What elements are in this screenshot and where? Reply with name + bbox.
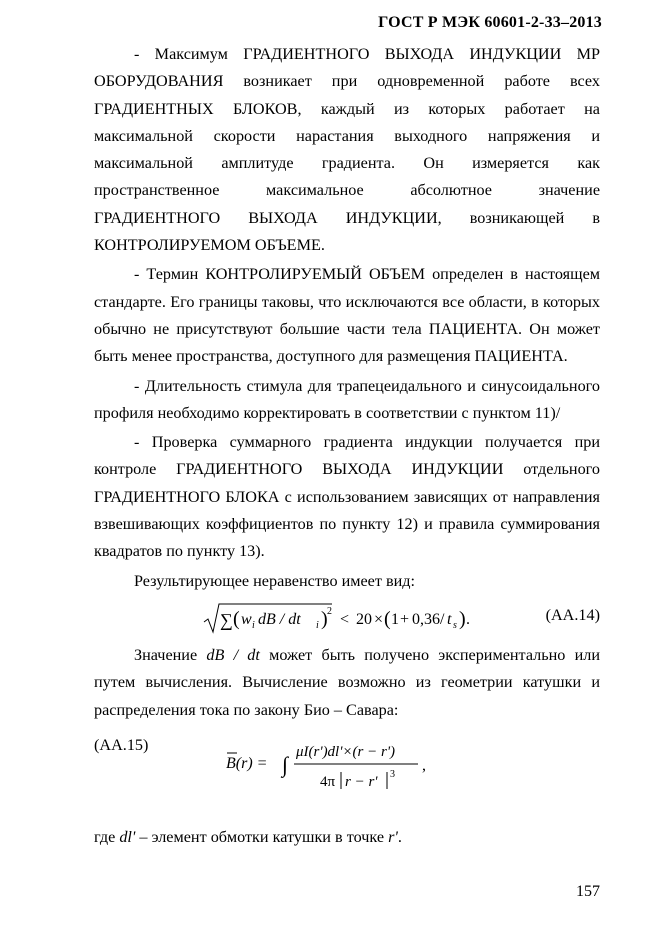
equation-aa14-svg	[202, 602, 472, 636]
equation-aa15-svg	[222, 732, 552, 796]
document-body	[94, 41, 600, 851]
paragraph-dbdt-post: может быть получено экспериментально или путем вычисления. Вычисление возможно из геометрии катушки и распределения тока по закону Био – Савара:	[94, 645, 600, 719]
paragraph-max-gradient: - Максимум ГРАДИЕНТНОГО ВЫХОДА ИНДУКЦИИ МР ОБОРУДОВАНИЯ возникает при одновременной работе всех ГРАДИЕНТНЫХ БЛОКОВ, каждый из которых работает на максимальной скорости нарастания выходного напряжения и максимальной амплитуде градиента. Он измеряется как пространственное максимальное абсолютное значение ГРАДИЕНТНОГО ВЫХОДА ИНДУКЦИИ, возникающей в КОНТРОЛИРУЕМОМ ОБЪЕМЕ.	[94, 45, 600, 255]
paragraph-dbdt	[94, 642, 600, 724]
dl-var: dl'	[119, 827, 136, 846]
dl-end: .	[397, 827, 402, 846]
r-var: r'	[388, 827, 398, 846]
page-number: 157	[576, 883, 600, 900]
slash: /	[440, 610, 445, 628]
close-paren-2: )	[459, 607, 466, 630]
paragraph-stimulus-duration: - Длительность стимула для трапецеидального и синусоидального профиля необходимо корректировать в соответствии с пунктом 11)/	[94, 376, 600, 422]
dl-mid: – элемент обмотки катушки в точке	[139, 827, 385, 846]
less-than: <	[340, 610, 350, 628]
biot-savart-lhs: B(r) =	[226, 754, 268, 772]
document-header: ГОСТ Р МЭК 60601-2-33–2013	[378, 14, 602, 31]
coefficient-036: 0,36	[412, 610, 440, 628]
dbdt-inline: dB / dt	[206, 645, 260, 664]
weight-symbol: w	[241, 610, 252, 628]
open-paren-2: (	[384, 607, 391, 630]
denominator-abs: r − r'	[345, 773, 378, 790]
equation-number-aa14: (AA.14)	[545, 605, 600, 624]
equation-aa14-formula	[202, 602, 472, 645]
paragraph-gradient-check: - Проверка суммарного градиента индукции получается при контроле ГРАДИЕНТНОГО ВЫХОДА ИНДУКЦИИ отдельного ГРАДИЕНТНОГО БЛОКА с использованием зависящих от направления взвешивающих коэффициентов по пункту 12) и правила суммирования квадратов по пункту 13).	[94, 433, 600, 561]
plus-sign: +	[400, 610, 410, 628]
denominator-4pi: 4π	[320, 773, 336, 790]
equation-number-aa15: (AA.15)	[94, 735, 149, 754]
t-symbol: t	[447, 610, 452, 628]
dbdt-symbol: dB / dt	[258, 610, 301, 628]
paragraph-controlled-volume: - Термин КОНТРОЛИРУЕМЫЙ ОБЪЕМ определен в настоящем стандарте. Его границы таковы, что исключаются все области, в которых обычно не присутствуют большие части тела ПАЦИЕНТА. Он может быть менее пространства, доступного для размещения ПАЦИЕНТА.	[94, 265, 600, 366]
open-paren: (	[233, 607, 240, 630]
sum-symbol: ∑	[220, 609, 233, 630]
equation-aa15	[94, 732, 600, 800]
dl-pre: где	[94, 827, 116, 846]
paragraph-dbdt-pre: Значение	[134, 645, 198, 664]
equation-comma: ,	[422, 756, 426, 774]
integral-symbol: ∫	[282, 751, 289, 777]
one: 1	[391, 610, 399, 628]
paragraph-dl-definition	[94, 824, 600, 851]
denominator-exponent: 3	[390, 768, 395, 780]
close-paren: )	[321, 607, 328, 630]
paragraph-inequality-intro: Результирующее неравенство имеет вид:	[134, 571, 416, 590]
dbdt-subscript: i	[316, 619, 319, 631]
equation-aa14	[94, 596, 600, 636]
weight-subscript: i	[252, 619, 255, 631]
numerator: μI(r')dl'×(r − r')	[296, 743, 396, 760]
times-sign: ×	[374, 610, 384, 628]
exponent: 2	[327, 605, 332, 617]
coefficient-20: 20	[356, 610, 372, 628]
t-subscript: s	[453, 619, 457, 631]
period: .	[466, 610, 470, 628]
